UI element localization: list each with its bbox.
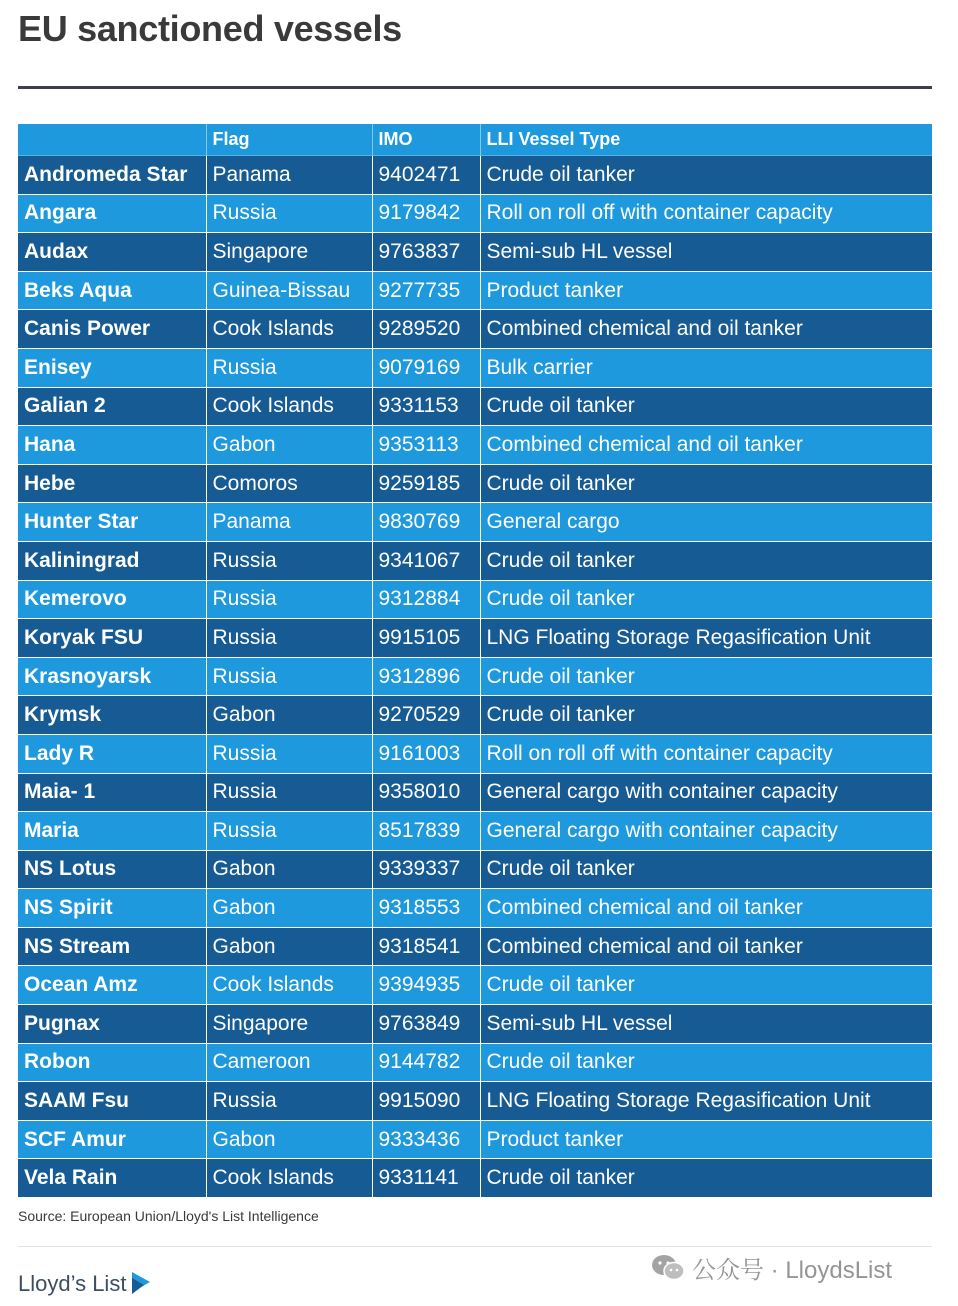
page-title: EU sanctioned vessels xyxy=(18,8,402,49)
imo-cell: 9915105 xyxy=(372,619,480,658)
vessel-type-cell: Crude oil tanker xyxy=(480,387,932,426)
table-row xyxy=(18,348,932,387)
table-row xyxy=(18,1043,932,1082)
column-header-imo: IMO xyxy=(372,124,480,156)
flag-cell: Cook Islands xyxy=(206,966,372,1005)
imo-cell: 9079169 xyxy=(372,348,480,387)
imo-cell: 9339337 xyxy=(372,850,480,889)
table-row xyxy=(18,503,932,542)
vessel-name-cell: Enisey xyxy=(18,348,206,387)
vessel-type-cell: Crude oil tanker xyxy=(480,1043,932,1082)
imo-cell: 8517839 xyxy=(372,812,480,851)
imo-cell: 9358010 xyxy=(372,773,480,812)
vessel-name-cell: Kemerovo xyxy=(18,580,206,619)
table-row xyxy=(18,889,932,928)
table-row xyxy=(18,156,932,195)
imo-cell: 9341067 xyxy=(372,541,480,580)
table-row xyxy=(18,927,932,966)
column-header-vessel xyxy=(18,124,206,156)
imo-cell: 9144782 xyxy=(372,1043,480,1082)
column-header-flag: Flag xyxy=(206,124,372,156)
table-row xyxy=(18,387,932,426)
table-row xyxy=(18,426,932,465)
flag-cell: Russia xyxy=(206,812,372,851)
vessel-name-cell: Krymsk xyxy=(18,696,206,735)
vessel-type-cell: Combined chemical and oil tanker xyxy=(480,426,932,465)
vessel-name-cell: NS Stream xyxy=(18,927,206,966)
table-row xyxy=(18,696,932,735)
imo-cell: 9318541 xyxy=(372,927,480,966)
table-row xyxy=(18,850,932,889)
vessel-type-cell: Combined chemical and oil tanker xyxy=(480,927,932,966)
brand-logo xyxy=(18,1270,153,1298)
title-divider xyxy=(18,86,932,89)
flag-cell: Cook Islands xyxy=(206,387,372,426)
flag-cell: Gabon xyxy=(206,696,372,735)
vessel-name-cell: Vela Rain xyxy=(18,1159,206,1197)
flag-cell: Panama xyxy=(206,503,372,542)
table-row xyxy=(18,1159,932,1197)
vessel-name-cell: Pugnax xyxy=(18,1005,206,1044)
table-row xyxy=(18,310,932,349)
vessel-name-cell: SCF Amur xyxy=(18,1120,206,1159)
vessel-name-cell: Hebe xyxy=(18,464,206,503)
flag-cell: Russia xyxy=(206,580,372,619)
flag-cell: Gabon xyxy=(206,1120,372,1159)
vessel-name-cell: Kaliningrad xyxy=(18,541,206,580)
imo-cell: 9259185 xyxy=(372,464,480,503)
imo-cell: 9763837 xyxy=(372,233,480,272)
imo-cell: 9312896 xyxy=(372,657,480,696)
brand-name: Lloyd’s List xyxy=(18,1271,127,1296)
vessels-table xyxy=(18,124,932,1197)
vessel-type-cell: LNG Floating Storage Regasification Unit xyxy=(480,1082,932,1121)
vessel-type-cell: LNG Floating Storage Regasification Unit xyxy=(480,619,932,658)
vessel-type-cell: Combined chemical and oil tanker xyxy=(480,310,932,349)
wechat-icon xyxy=(650,1253,686,1283)
vessel-type-cell: Bulk carrier xyxy=(480,348,932,387)
flag-cell: Cook Islands xyxy=(206,1159,372,1197)
vessel-name-cell: Galian 2 xyxy=(18,387,206,426)
table-row xyxy=(18,734,932,773)
flag-cell: Russia xyxy=(206,657,372,696)
table-row xyxy=(18,657,932,696)
vessel-type-cell: Roll on roll off with container capacity xyxy=(480,194,932,233)
flag-cell: Comoros xyxy=(206,464,372,503)
vessel-type-cell: Crude oil tanker xyxy=(480,1159,932,1197)
flag-cell: Singapore xyxy=(206,233,372,272)
vessel-name-cell: Andromeda Star xyxy=(18,156,206,195)
vessel-type-cell: Crude oil tanker xyxy=(480,156,932,195)
flag-cell: Gabon xyxy=(206,889,372,928)
flag-cell: Russia xyxy=(206,773,372,812)
vessel-type-cell: Crude oil tanker xyxy=(480,541,932,580)
imo-cell: 9763849 xyxy=(372,1005,480,1044)
vessel-name-cell: Hunter Star xyxy=(18,503,206,542)
table-row xyxy=(18,812,932,851)
flag-cell: Cameroon xyxy=(206,1043,372,1082)
flag-cell: Cook Islands xyxy=(206,310,372,349)
imo-cell: 9333436 xyxy=(372,1120,480,1159)
vessel-type-cell: Crude oil tanker xyxy=(480,850,932,889)
vessel-name-cell: NS Lotus xyxy=(18,850,206,889)
table-row xyxy=(18,233,932,272)
wechat-watermark xyxy=(650,1250,892,1285)
vessel-type-cell: Product tanker xyxy=(480,1120,932,1159)
vessel-type-cell: Product tanker xyxy=(480,271,932,310)
vessel-type-cell: Crude oil tanker xyxy=(480,657,932,696)
vessel-type-cell: Semi-sub HL vessel xyxy=(480,1005,932,1044)
flag-cell: Gabon xyxy=(206,927,372,966)
vessel-name-cell: Canis Power xyxy=(18,310,206,349)
vessel-name-cell: Maria xyxy=(18,812,206,851)
table-body xyxy=(18,156,932,1198)
flag-cell: Guinea-Bissau xyxy=(206,271,372,310)
imo-cell: 9312884 xyxy=(372,580,480,619)
vessel-type-cell: Crude oil tanker xyxy=(480,696,932,735)
imo-cell: 9277735 xyxy=(372,271,480,310)
table-row xyxy=(18,1005,932,1044)
vessel-type-cell: Crude oil tanker xyxy=(480,464,932,503)
vessel-type-cell: General cargo with container capacity xyxy=(480,812,932,851)
vessel-type-cell: Crude oil tanker xyxy=(480,966,932,1005)
imo-cell: 9318553 xyxy=(372,889,480,928)
table-row xyxy=(18,541,932,580)
imo-cell: 9331153 xyxy=(372,387,480,426)
imo-cell: 9161003 xyxy=(372,734,480,773)
watermark-text: 公众号 · LloydsList xyxy=(692,1257,893,1284)
vessel-name-cell: Robon xyxy=(18,1043,206,1082)
vessel-name-cell: Audax xyxy=(18,233,206,272)
flag-cell: Russia xyxy=(206,348,372,387)
table-row xyxy=(18,1120,932,1159)
vessel-name-cell: Maia- 1 xyxy=(18,773,206,812)
table-row xyxy=(18,1082,932,1121)
flag-cell: Russia xyxy=(206,194,372,233)
imo-cell: 9331141 xyxy=(372,1159,480,1197)
vessel-name-cell: NS Spirit xyxy=(18,889,206,928)
imo-cell: 9915090 xyxy=(372,1082,480,1121)
vessel-name-cell: Hana xyxy=(18,426,206,465)
vessel-name-cell: Krasnoyarsk xyxy=(18,657,206,696)
table-row xyxy=(18,580,932,619)
imo-cell: 9270529 xyxy=(372,696,480,735)
imo-cell: 9179842 xyxy=(372,194,480,233)
vessel-name-cell: SAAM Fsu xyxy=(18,1082,206,1121)
vessel-name-cell: Koryak FSU xyxy=(18,619,206,658)
table-row xyxy=(18,464,932,503)
vessel-type-cell: Semi-sub HL vessel xyxy=(480,233,932,272)
flag-cell: Gabon xyxy=(206,426,372,465)
brand-mark-icon xyxy=(129,1270,153,1298)
vessel-name-cell: Ocean Amz xyxy=(18,966,206,1005)
table-row xyxy=(18,619,932,658)
flag-cell: Singapore xyxy=(206,1005,372,1044)
vessel-type-cell: Combined chemical and oil tanker xyxy=(480,889,932,928)
vessel-name-cell: Beks Aqua xyxy=(18,271,206,310)
flag-cell: Russia xyxy=(206,734,372,773)
footer-divider xyxy=(18,1246,932,1247)
flag-cell: Gabon xyxy=(206,850,372,889)
vessel-type-cell: General cargo with container capacity xyxy=(480,773,932,812)
table-header-row xyxy=(18,124,932,156)
table-row xyxy=(18,194,932,233)
flag-cell: Panama xyxy=(206,156,372,195)
source-note: Source: European Union/Lloyd's List Intelligence xyxy=(18,1208,319,1224)
flag-cell: Russia xyxy=(206,619,372,658)
flag-cell: Russia xyxy=(206,541,372,580)
column-header-vessel-type: LLI Vessel Type xyxy=(480,124,932,156)
imo-cell: 9402471 xyxy=(372,156,480,195)
vessel-name-cell: Lady R xyxy=(18,734,206,773)
vessel-name-cell: Angara xyxy=(18,194,206,233)
imo-cell: 9289520 xyxy=(372,310,480,349)
vessel-type-cell: Crude oil tanker xyxy=(480,580,932,619)
table-row xyxy=(18,271,932,310)
vessel-type-cell: General cargo xyxy=(480,503,932,542)
table-row xyxy=(18,966,932,1005)
flag-cell: Russia xyxy=(206,1082,372,1121)
table-row xyxy=(18,773,932,812)
imo-cell: 9353113 xyxy=(372,426,480,465)
imo-cell: 9830769 xyxy=(372,503,480,542)
vessel-type-cell: Roll on roll off with container capacity xyxy=(480,734,932,773)
imo-cell: 9394935 xyxy=(372,966,480,1005)
